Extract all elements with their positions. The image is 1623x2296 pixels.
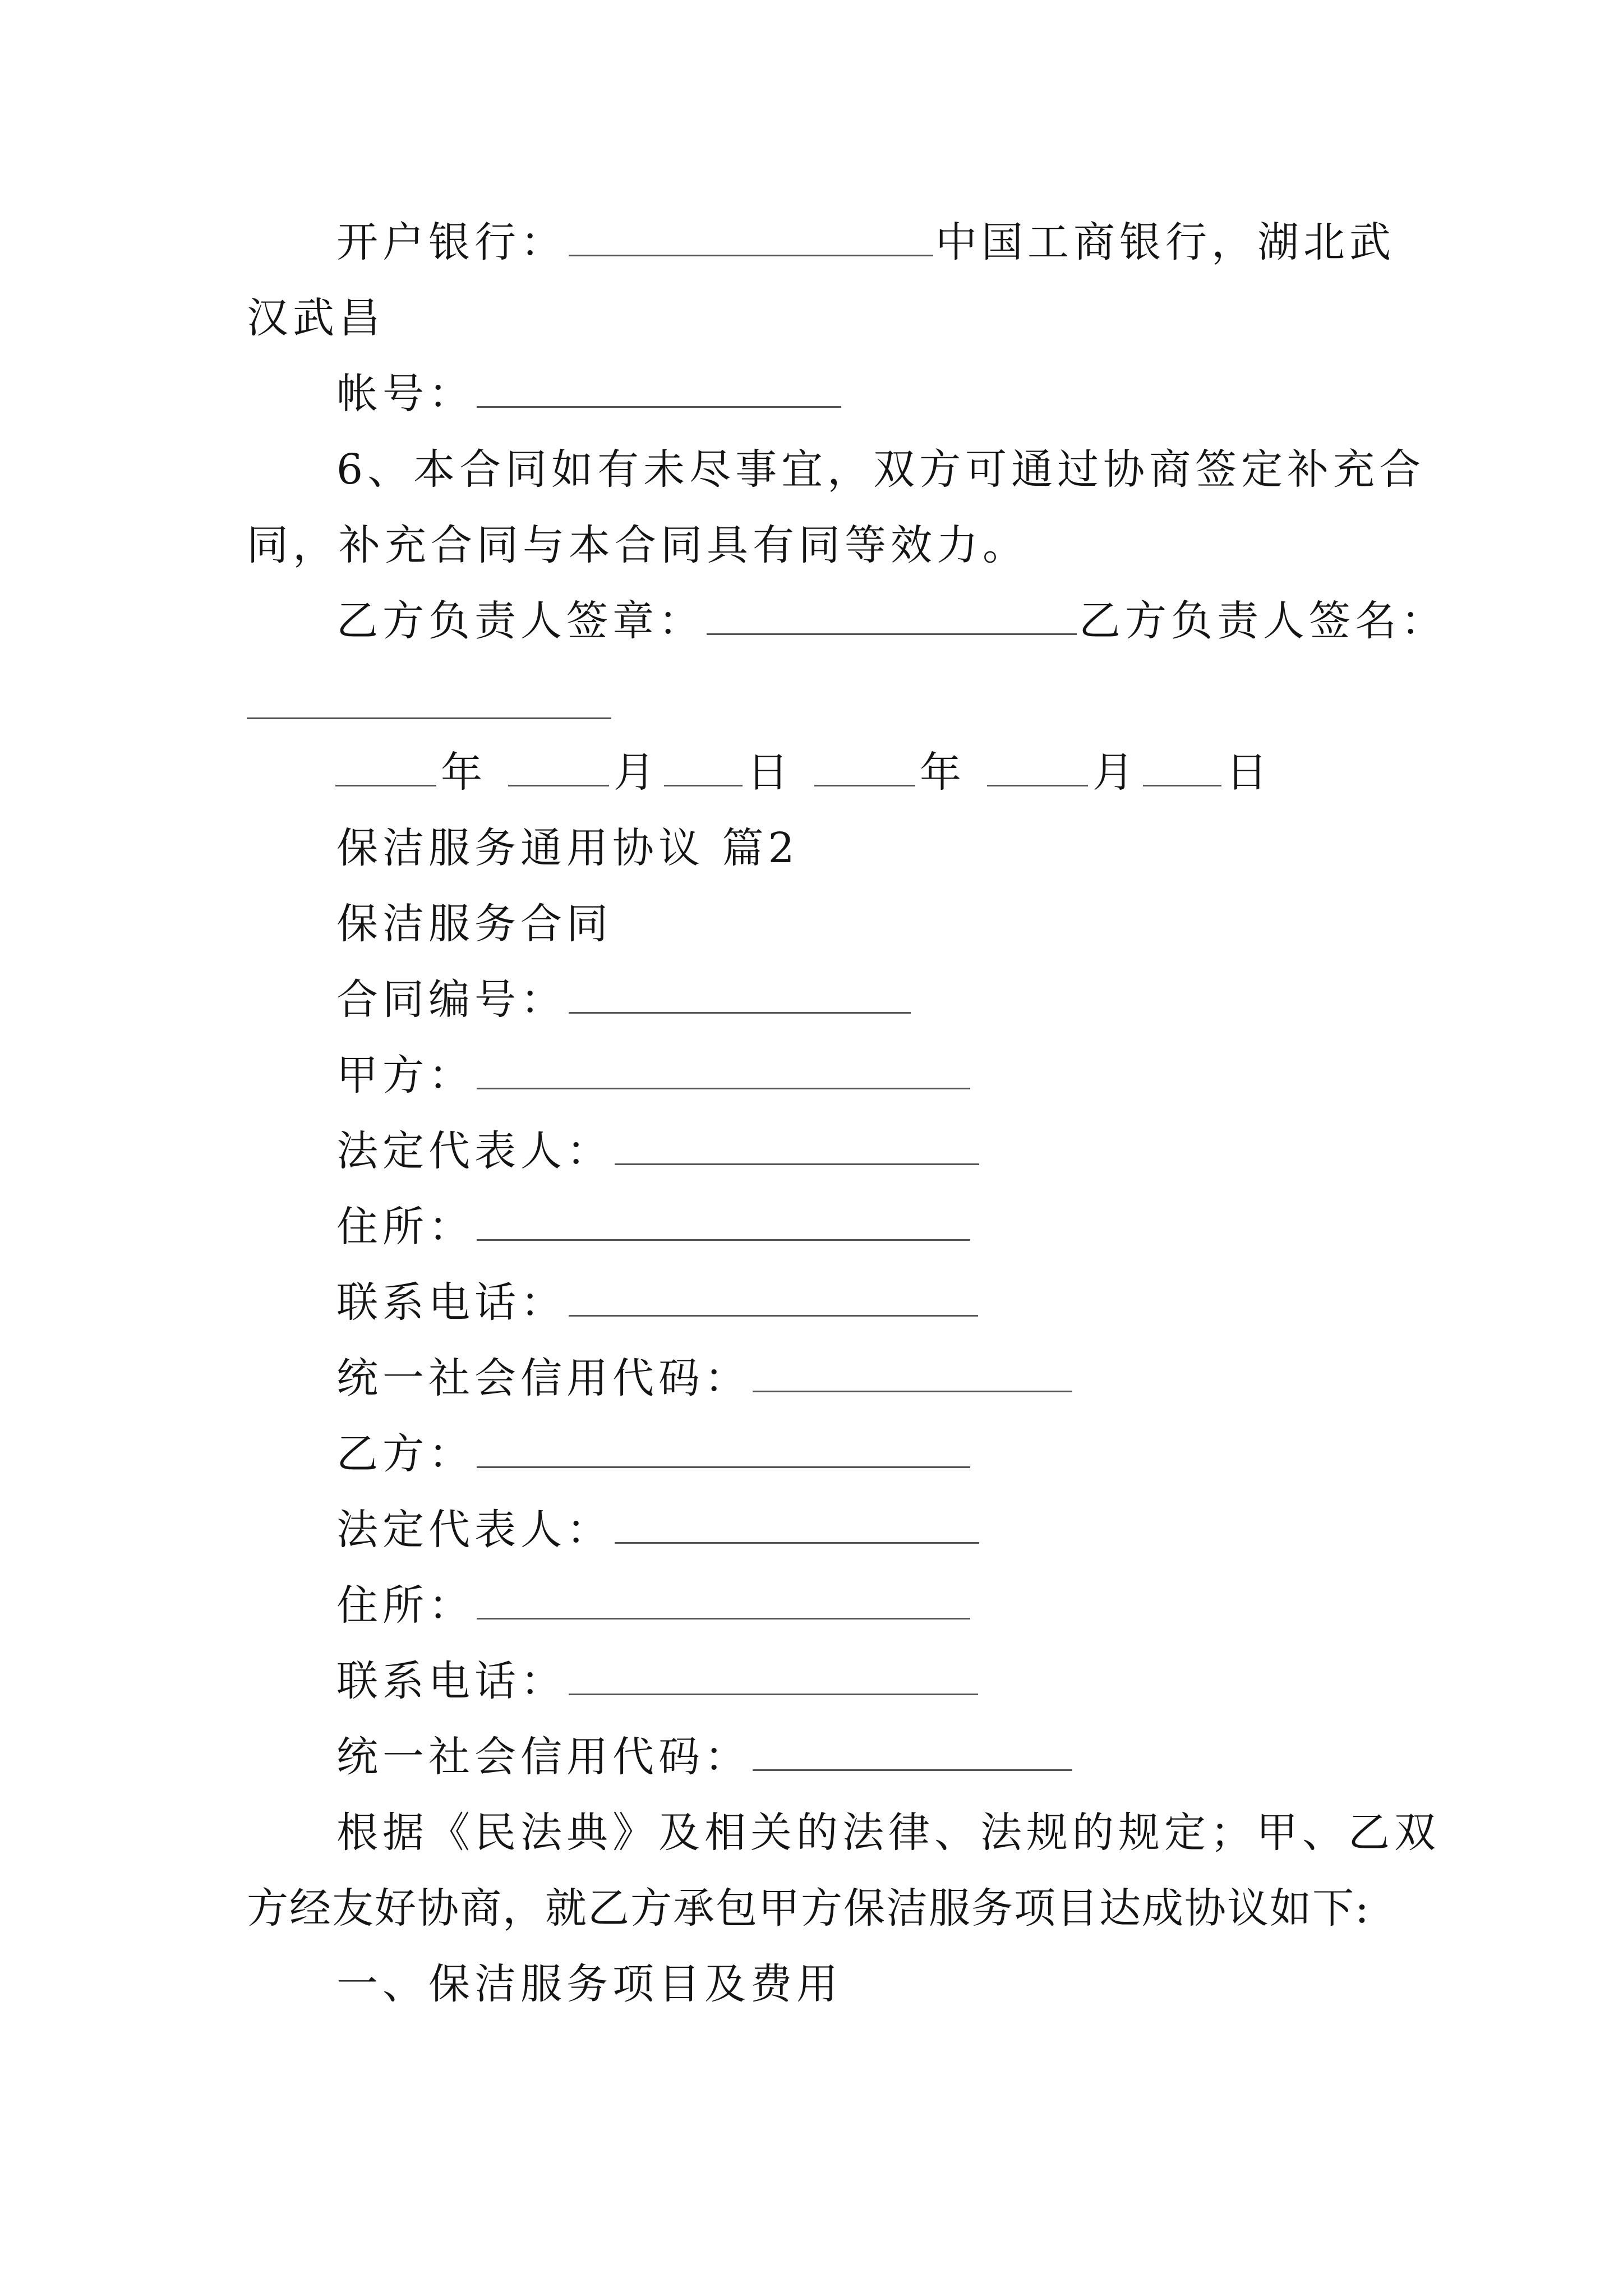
party-a-line bbox=[336, 1051, 972, 1099]
day-blank-2 bbox=[1143, 753, 1221, 786]
day-label-1: 日 bbox=[747, 748, 793, 797]
party-a-blank bbox=[477, 1056, 970, 1089]
account-label: 帐号： bbox=[336, 370, 474, 418]
bank-value-continued: 汉武昌 bbox=[247, 294, 385, 342]
year-label-2: 年 bbox=[920, 748, 966, 797]
account-line bbox=[336, 370, 843, 418]
bank-label: 开户银行： bbox=[336, 218, 566, 266]
party-a-phone-line bbox=[336, 1278, 980, 1327]
party-a-phone-blank bbox=[569, 1283, 978, 1317]
party-b-rep-blank bbox=[615, 1511, 979, 1544]
year-label-1: 年 bbox=[441, 748, 487, 797]
account-blank bbox=[477, 375, 841, 408]
party-b-credit-code-blank bbox=[753, 1738, 1072, 1771]
preamble-line-1: 根据《民法典》及相关的法律、法规的规定；甲、乙双 bbox=[336, 1809, 1440, 1857]
signature-line bbox=[336, 597, 1447, 645]
party-a-rep-line bbox=[336, 1127, 981, 1175]
bank-blank bbox=[569, 223, 933, 256]
contract-no-label: 合同编号： bbox=[336, 976, 566, 1024]
clause-6-line-2: 同，补充合同与本合同具有同等效力。 bbox=[247, 521, 1029, 569]
month-blank-2 bbox=[987, 753, 1088, 786]
b-seal-blank bbox=[707, 602, 1077, 635]
party-a-phone-label: 联系电话： bbox=[336, 1278, 566, 1327]
party-b-phone-blank bbox=[569, 1662, 978, 1695]
party-b-blank bbox=[477, 1435, 970, 1468]
party-b-phone-line bbox=[336, 1657, 980, 1705]
party-b-credit-code-label: 统一社会信用代码： bbox=[336, 1733, 750, 1781]
party-b-rep-line bbox=[336, 1506, 981, 1554]
year-blank-2 bbox=[814, 753, 915, 786]
party-b-phone-label: 联系电话： bbox=[336, 1657, 566, 1705]
party-b-address-line bbox=[336, 1581, 972, 1630]
party-a-credit-code-line bbox=[336, 1354, 1075, 1402]
party-a-rep-label: 法定代表人： bbox=[336, 1127, 612, 1175]
party-b-address-blank bbox=[477, 1586, 970, 1619]
party-a-address-line bbox=[336, 1203, 972, 1251]
month-blank-1 bbox=[508, 753, 609, 786]
party-a-credit-code-blank bbox=[753, 1359, 1072, 1392]
party-b-address-label: 住所： bbox=[336, 1581, 474, 1630]
year-blank-1 bbox=[335, 753, 436, 786]
party-b-label: 乙方： bbox=[336, 1430, 474, 1478]
contract-no-blank bbox=[569, 981, 911, 1014]
article-heading: 保洁服务通用协议 篇2 bbox=[336, 824, 799, 872]
party-b-line bbox=[336, 1430, 972, 1478]
party-a-label: 甲方： bbox=[336, 1051, 474, 1099]
month-label-2: 月 bbox=[1092, 748, 1138, 797]
bank-line bbox=[336, 218, 1395, 266]
contract-no-line bbox=[336, 976, 913, 1024]
clause-1-heading: 一、保洁服务项目及费用 bbox=[336, 1960, 842, 2008]
contract-title: 保洁服务合同 bbox=[336, 900, 612, 948]
party-a-credit-code-label: 统一社会信用代码： bbox=[336, 1354, 750, 1402]
day-blank-1 bbox=[664, 753, 743, 786]
clause-6-line-1: 6、本合同如有未尽事宜，双方可通过协商签定补充合 bbox=[336, 445, 1426, 494]
party-b-credit-code-line bbox=[336, 1733, 1075, 1781]
b-sign-blank bbox=[247, 686, 611, 719]
party-a-address-label: 住所： bbox=[336, 1203, 474, 1251]
day-label-2: 日 bbox=[1226, 748, 1272, 797]
party-a-address-blank bbox=[477, 1208, 970, 1241]
b-seal-label: 乙方负责人签章： bbox=[336, 597, 704, 645]
b-sign-blank-line bbox=[247, 684, 611, 726]
b-sign-label: 乙方负责人签名： bbox=[1079, 597, 1447, 645]
bank-value: 中国工商银行，湖北武 bbox=[935, 218, 1395, 266]
preamble-line-2: 方经友好协商，就乙方承包甲方保洁服务项目达成协议如下: bbox=[247, 1884, 1370, 1932]
month-label-1: 月 bbox=[614, 748, 660, 797]
party-a-rep-blank bbox=[615, 1132, 979, 1165]
date-row bbox=[331, 748, 1272, 797]
party-b-rep-label: 法定代表人： bbox=[336, 1506, 612, 1554]
